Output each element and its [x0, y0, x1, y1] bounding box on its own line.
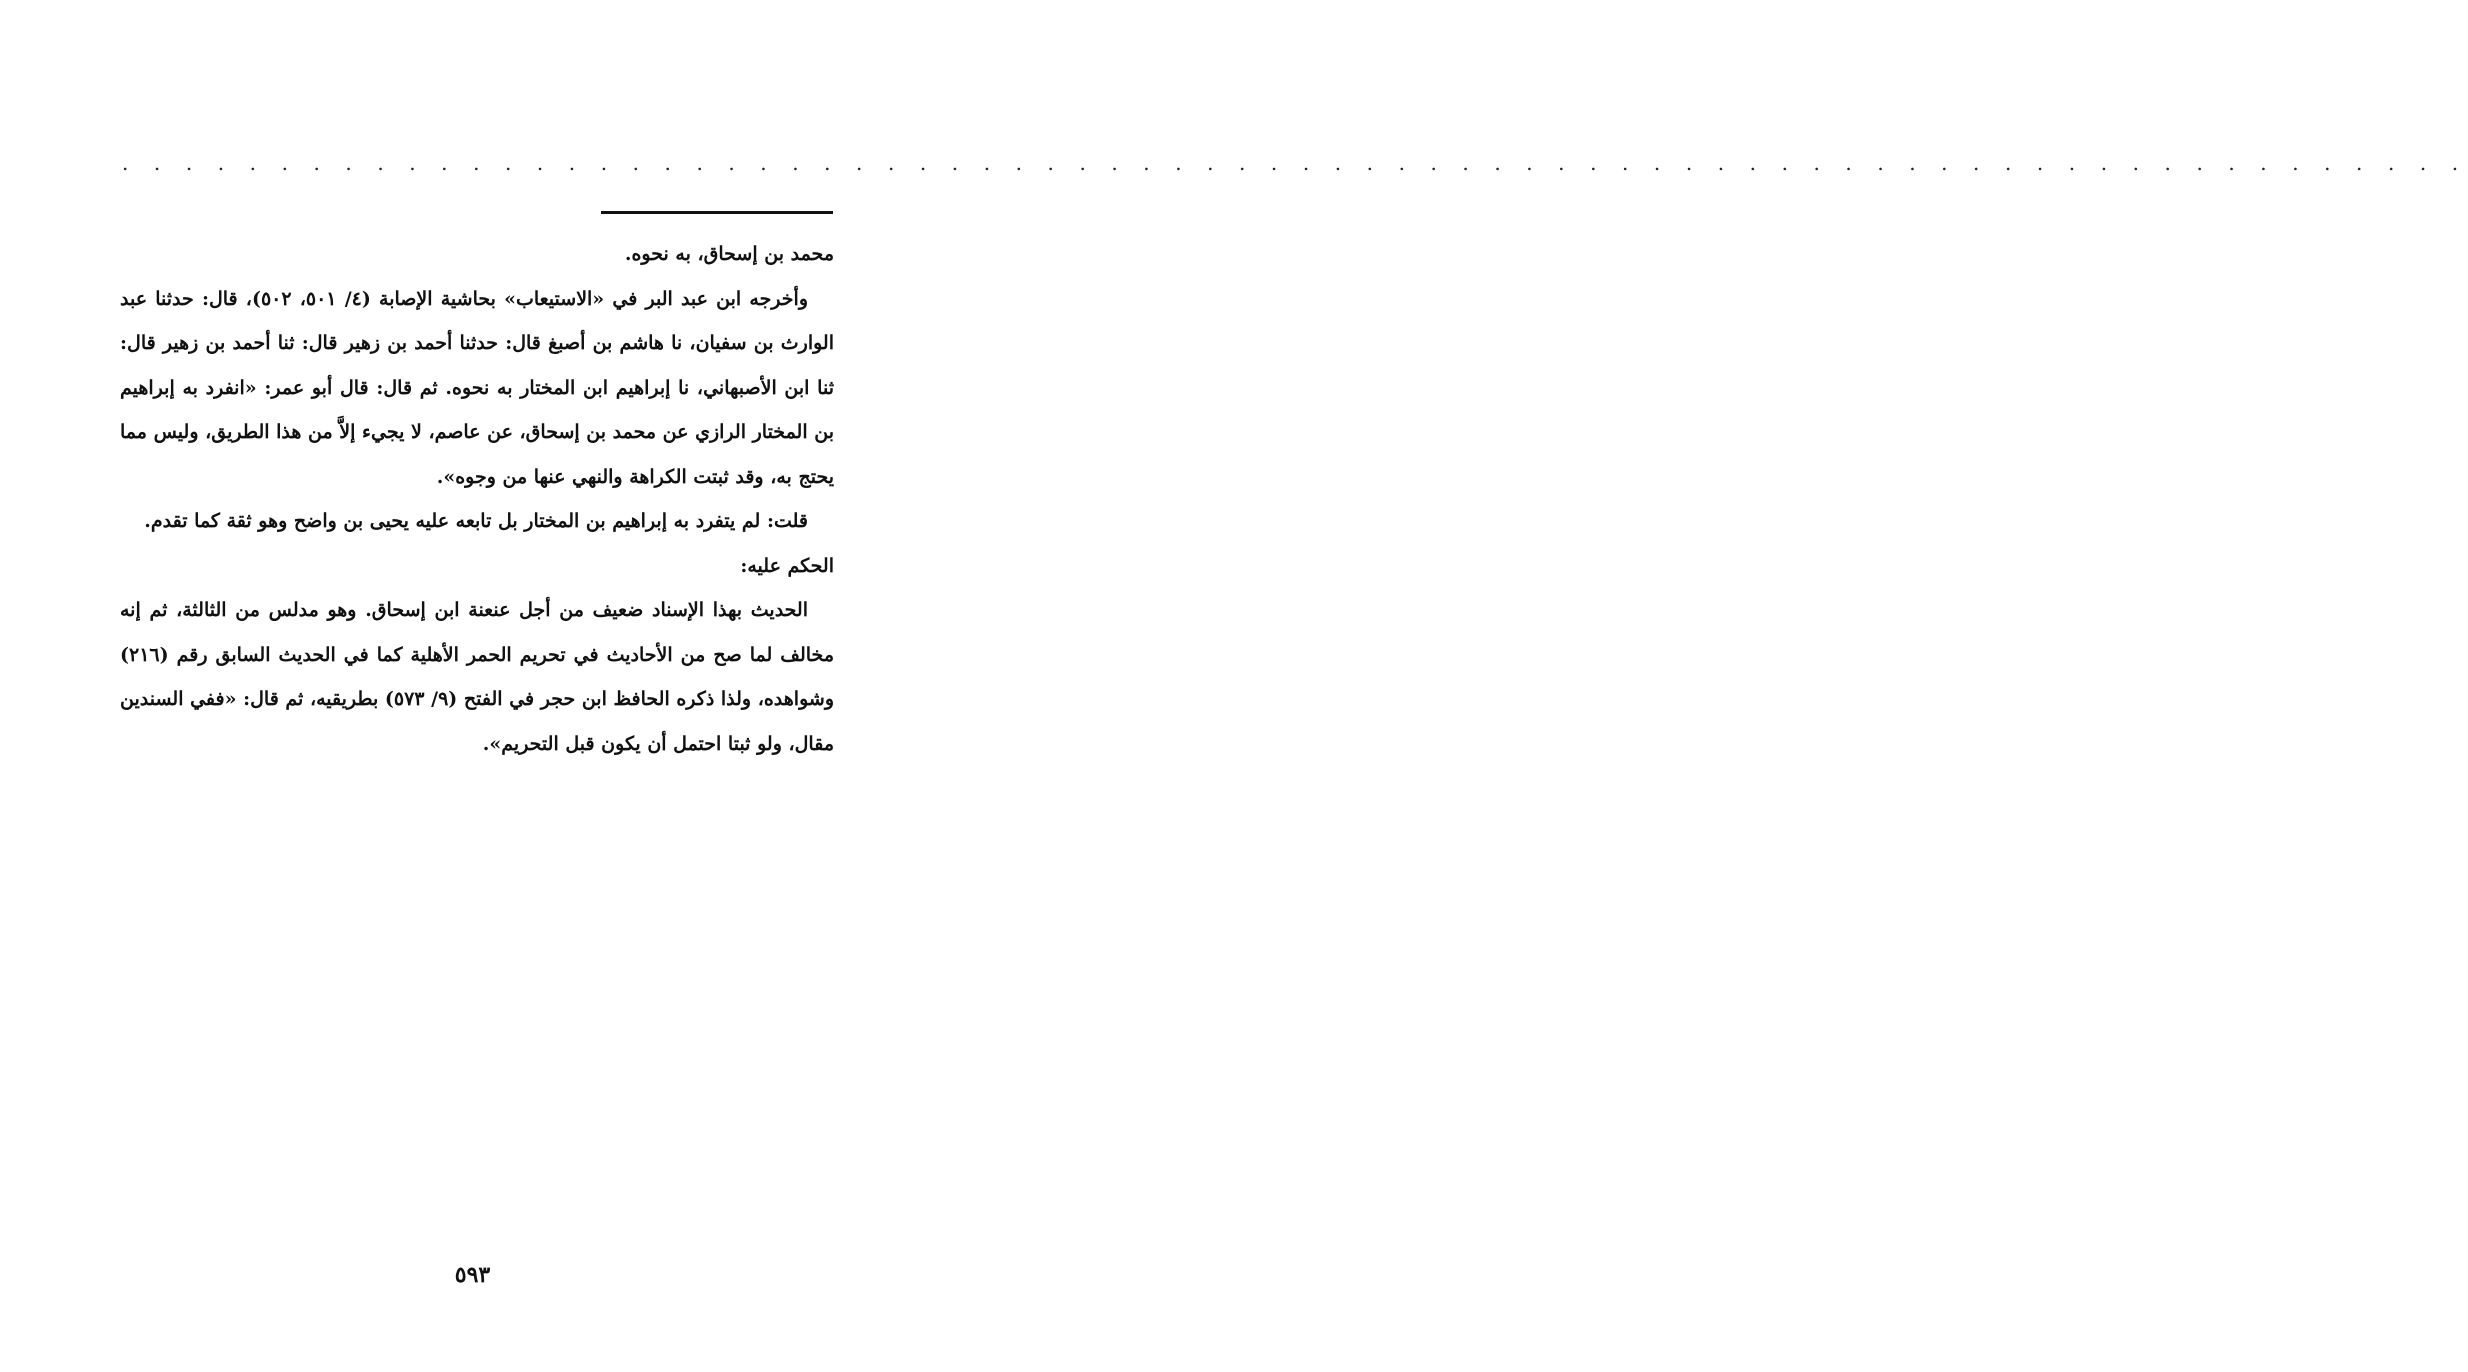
- note-text: لم يتفرد به إبراهيم بن المختار بل تابعه عليه يحيى بن واضح وهو ثقة كما تقدم.: [144, 510, 767, 532]
- footnote-rule: [601, 211, 833, 214]
- dotted-separator: . . . . . . . . . . . . . . . . . . . . . . . . . . . . . . . . . . . . . . . . . . . . . . . . . . . . . . . . . . . . . . . . . . . . . . . . . .: [122, 151, 2468, 175]
- footnote-line-1: محمد بن إسحاق، به نحوه.: [624, 243, 834, 265]
- main-text: [120, 232, 834, 766]
- ruling-paragraph: الحديث بهذا الإسناد ضعيف من أجل عنعنة ابن إسحاق. وهو مدلس من الثالثة، ثم إنه مخالف لما صح من الأحاديث في تحريم الحمر الأهلية كما في الحديث السابق رقم (٢١٦) وشواهده، ولذا ذكره الحافظ ابن حجر في الفتح (٩/ ٥٧٣) بطريقيه، ثم قال: «ففي السندين مقال، ولو ثبتا احتمل أن يكون قبل التحريم».: [120, 599, 834, 755]
- page-number: ٥٩٣: [454, 1262, 491, 1288]
- note-label: قلت:: [766, 510, 808, 532]
- ruling-heading: الحكم عليه:: [740, 554, 834, 577]
- note-paragraph: [120, 499, 834, 544]
- footnote-paragraph-2: وأخرجه ابن عبد البر في «الاستيعاب» بحاشية الإصابة (٤/ ٥٠١، ٥٠٢)، قال: حدثنا عبد الوارث بن سفيان، نا هاشم بن أصبغ قال: حدثنا أحمد بن زهير قال: ثنا أحمد بن زهير قال: ثنا ابن الأصبهاني، نا إبراهيم ابن المختار به نحوه. ثم قال: قال أبو عمر: «انفرد به إبراهيم بن المختار الرازي عن محمد بن إسحاق، عن عاصم، لا يجيء إلاَّ من هذا الطريق، وليس مما يحتج به، وقد ثبتت الكراهة والنهي عنها من وجوه».: [120, 287, 834, 488]
